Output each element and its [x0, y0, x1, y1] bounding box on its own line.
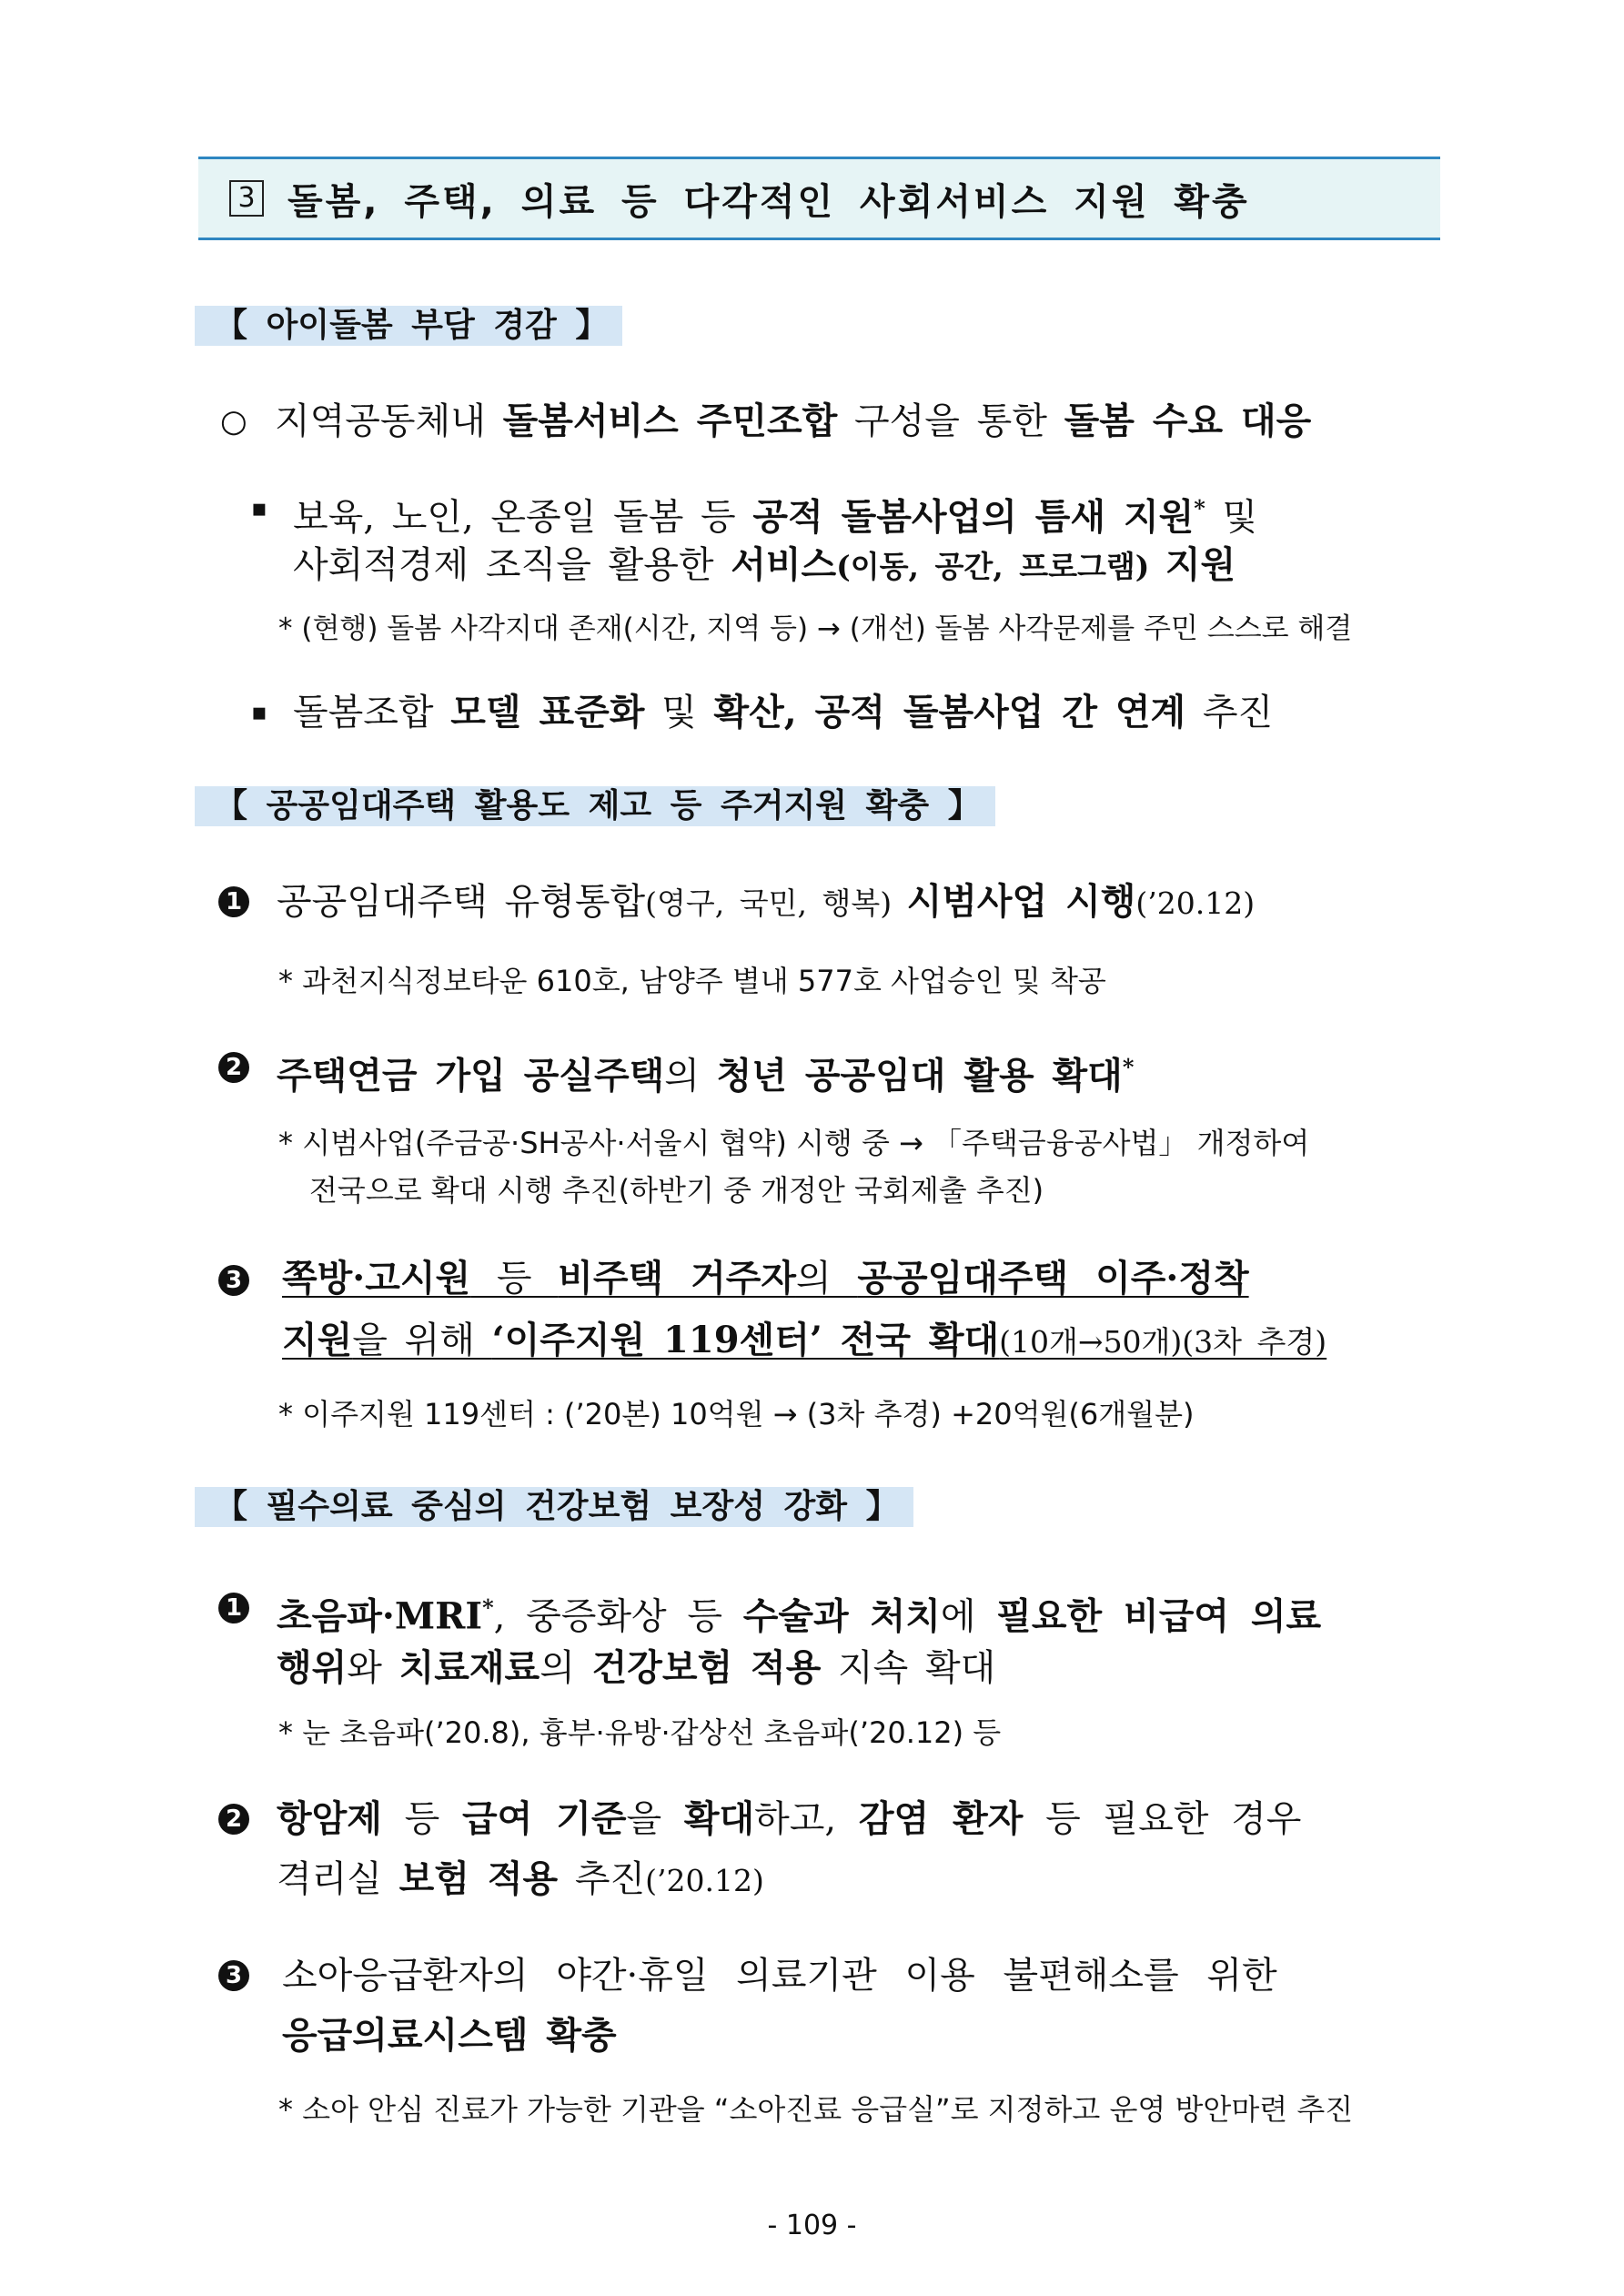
medical-item3-note: * 소아 안심 진료가 가능한 기관을 “소아진료 응급실”로 지정하고 운영 방안마련 추진 [278, 2092, 1354, 2127]
section-number-box: 3 [229, 180, 264, 217]
medical-item3-line1: 소아응급환자의 야간·휴일 의료기관 이용 불편해소를 위한 [282, 1955, 1277, 1997]
number-3-icon: 3 [218, 1265, 249, 1296]
number-2-icon: 2 [218, 1052, 249, 1083]
square-bullet-icon: ▪ [251, 699, 267, 726]
number-3-icon: 3 [218, 1960, 249, 1991]
housing-item3-note: * 이주지원 119센터 : (’20본) 10억원 → (3차 추경) +20억원(6개월분) [278, 1397, 1195, 1431]
square-bullet-icon: ▪ [251, 495, 267, 522]
subsection-header-medical: 【 필수의료 중심의 건강보험 보장성 강화 】 [195, 1487, 913, 1527]
circle-bullet-icon: ○ [220, 403, 247, 440]
housing-item1-line: 공공임대주택 유형통합(영구, 국민, 행복) 시범사업 시행(’20.12) [277, 880, 1256, 923]
section-title: 돌봄, 주택, 의료 등 다각적인 사회서비스 지원 확충 [287, 180, 1250, 223]
housing-item3-line2: 지원을 위해 ‘이주지원 119센터’ 전국 확대(10개→50개)(3차 추경) [282, 1319, 1327, 1361]
section-header [198, 157, 1440, 240]
medical-item2-line2: 격리실 보험 적용 추진(’20.12) [277, 1857, 764, 1900]
childcare-main-line: 지역공동체내 돌봄서비스 주민조합 구성을 통한 돌봄 수요 대응 [275, 400, 1312, 442]
number-1-icon: 1 [218, 886, 249, 917]
housing-item2-note2: 전국으로 확대 시행 추진(하반기 중 개정안 국회제출 추진) [309, 1173, 1044, 1208]
housing-item2-line: 주택연금 가입 공실주택의 청년 공공임대 활용 확대* [277, 1054, 1135, 1097]
medical-item1-line1: 초음파·MRI*, 중증화상 등 수술과 처치에 필요한 비급여 의료 [277, 1594, 1322, 1638]
childcare-bullet1-note: * (현행) 돌봄 사각지대 존재(시간, 지역 등) → (개선) 돌봄 사각문제를 주민 스스로 해결 [278, 612, 1353, 645]
medical-item1-note: * 눈 초음파(’20.8), 흉부·유방·갑상선 초음파(’20.12) 등 [278, 1715, 1002, 1750]
childcare-bullet2-line: 돌봄조합 모델 표준화 및 확산, 공적 돌봄사업 간 연계 추진 [293, 691, 1274, 733]
subsection-header-childcare: 【 아이돌봄 부담 경감 】 [195, 306, 622, 346]
number-1-icon: 1 [218, 1593, 249, 1623]
childcare-bullet1-line1: 보육, 노인, 온종일 돌봄 등 공적 돌봄사업의 틈새 지원* 및 [293, 495, 1258, 539]
medical-item2-line1: 항암제 등 급여 기준을 확대하고, 감염 환자 등 필요한 경우 [277, 1797, 1302, 1840]
subsection-header-housing: 【 공공임대주택 활용도 제고 등 주거지원 확충 】 [195, 786, 995, 826]
housing-item2-note1: * 시범사업(주금공·SH공사·서울시 협약) 시행 중 → 「주택금융공사법」 개정하여 [278, 1126, 1310, 1160]
housing-item1-note: * 과천지식정보타운 610호, 남양주 별내 577호 사업승인 및 착공 [278, 964, 1106, 998]
number-2-icon: 2 [218, 1804, 249, 1835]
page-number: - 109 - [767, 2210, 857, 2241]
medical-item1-line2: 행위와 치료재료의 건강보험 적용 지속 확대 [277, 1646, 996, 1689]
housing-item3-line1: 쪽방·고시원 등 비주택 거주자의 공공임대주택 이주·정착 [282, 1257, 1249, 1300]
childcare-bullet1-line2: 사회적경제 조직을 활용한 서비스(이동, 공간, 프로그램) 지원 [293, 543, 1236, 586]
medical-item3-line2: 응급의료시스템 확충 [282, 2014, 617, 2057]
